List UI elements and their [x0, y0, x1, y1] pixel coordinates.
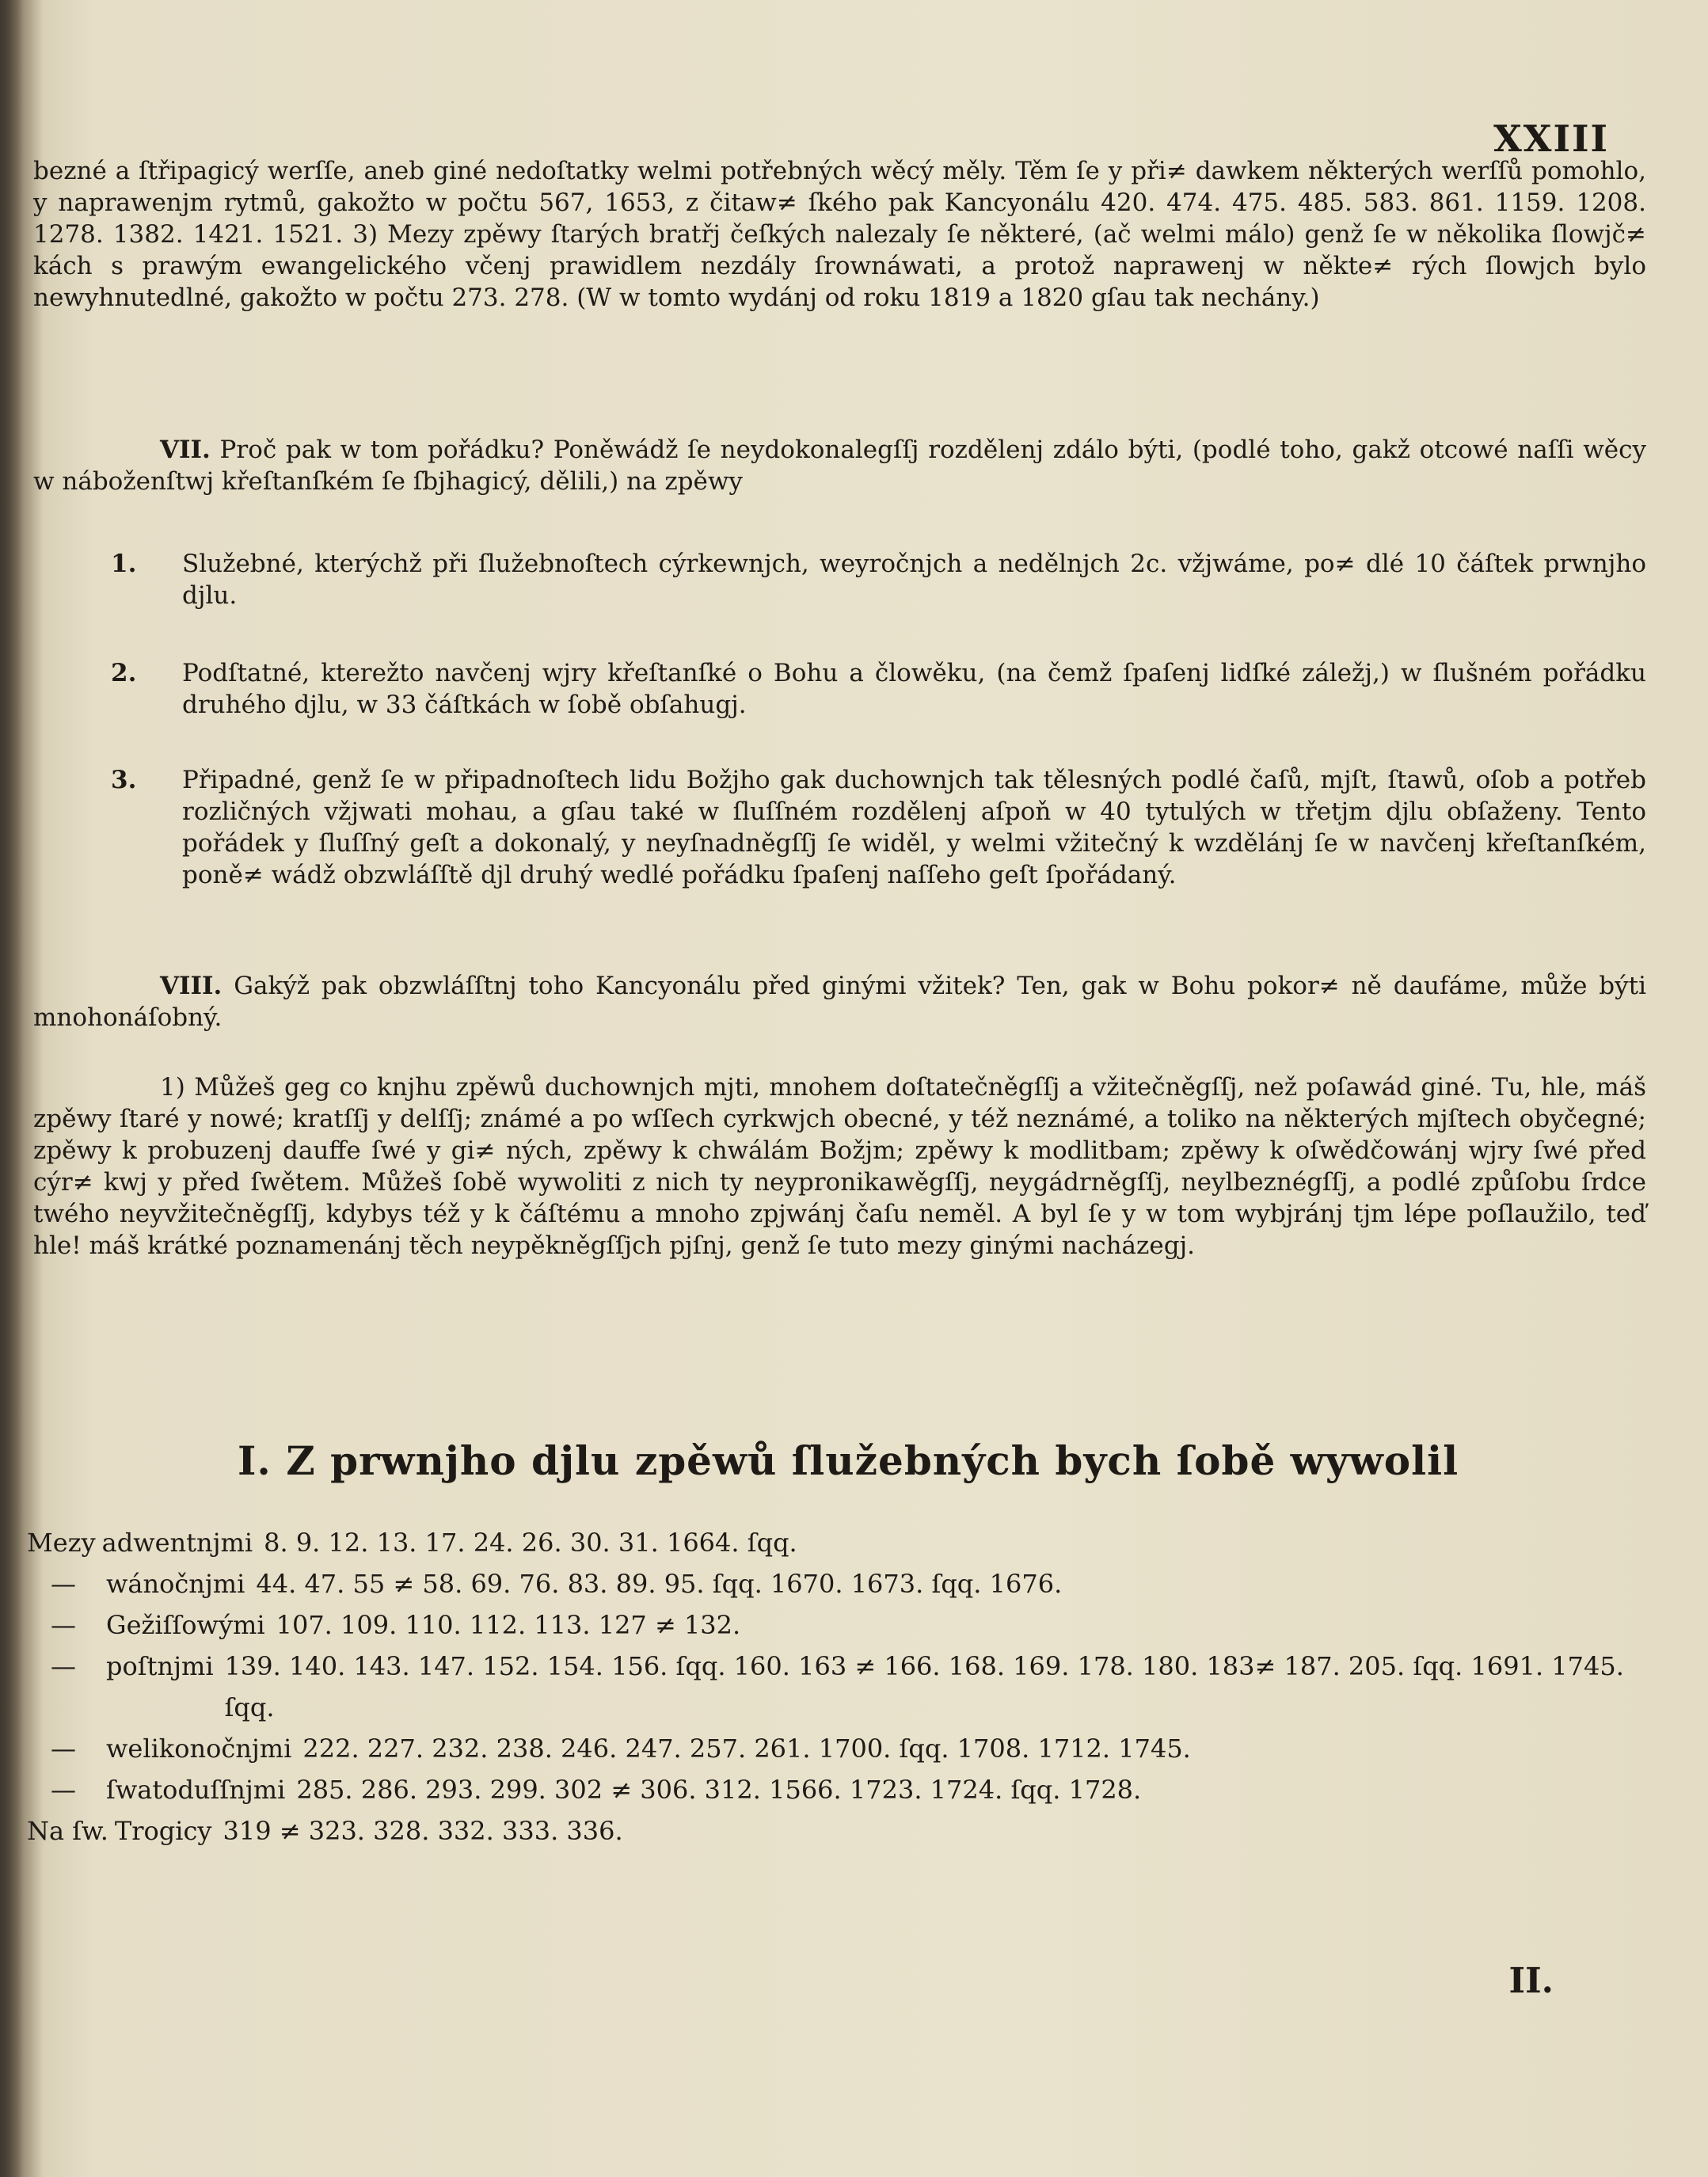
- list-item: [111, 764, 1646, 891]
- reference-entry: [27, 1604, 1646, 1646]
- list-item-number: 1.: [111, 550, 137, 578]
- entry-label: adwentnjmi: [101, 1528, 253, 1558]
- section-vii-text: Proč pak w tom pořádku? Poněwádž ſe neydokonalegſſj rozdělenj zdálo býti, (podlé toho, gakž otcowé naſſi wěcy w náboženſtwj křeſtanſkém ſe ſbjhagicý, dělili,) na zpěwy: [33, 436, 1646, 496]
- reference-entry: [27, 1810, 1646, 1852]
- hymn-reference-list: [27, 1522, 1646, 1852]
- entry-references: 44. 47. 55 ≠ 58. 69. 76. 83. 89. 95. ſqq. 1670. 1673. ſqq. 1676.: [256, 1569, 1063, 1599]
- entry-label: welikonočnjmi: [106, 1734, 292, 1764]
- entry-label: Trogicy: [114, 1816, 212, 1846]
- entry-lead: —: [51, 1610, 76, 1640]
- entry-references: 8. 9. 12. 13. 17. 24. 26. 30. 31. 1664. ſqq.: [264, 1528, 797, 1558]
- entry-references: 139. 140. 143. 147. 152. 154. 156. ſqq. 160. 163 ≠ 166. 168. 169. 178. 180. 183≠ 187. 205. ſqq. 1691. 1745. ſqq.: [224, 1651, 1624, 1722]
- section-heading: I. Z prwnjho djlu zpěwů ſlužebných bych ſobě wywolil: [238, 1437, 1459, 1484]
- section-vii: [33, 434, 1646, 497]
- list-item: [111, 548, 1646, 611]
- spine-shadow: [0, 0, 24, 2177]
- note-paragraph-text: 1) Můžeš geg co knjhu zpěwů duchownjch mjti, mnohem doſtatečněgſſj a vžitečněgſſj, než poſawád giné. Tu, hle, máš zpěwy ſtaré y nowé; kratſſj y delſſj; známé a po wſſech cyrkwjch obecné, y též neznámé, a toliko na některých mjſtech obyčegné; zpěwy k probuzenj dauffe ſwé y gi≠ ných, zpěwy k chwálám Božjm; zpěwy k modlitbam; zpěwy k oſwědčowánj wjry ſwé před cýr≠ kwj y před ſwětem. Můžeš ſobě wywoliti z nich ty neypronikawěgſſj, neygádrněgſſj, neylbeznégſſj, a podlé způſobu ſrdce twého neyvžitečněgſſj, kdybys též y k čáſtému a mnoho zpjwánj čaſu neměl. A byl ſe y w tom wybjránj tjm lépe poſlaužilo, teď hle! máš krátké poznamenánj těch neypěkněgſſjch pjſnj, genž ſe tuto mezy ginými nacházegj.: [33, 1073, 1646, 1260]
- section-vii-paragraph: [33, 434, 1646, 497]
- list-item-text: Připadné, genž ſe w připadnoſtech lidu Božjho gak duchownjch tak tělesných podlé čaſů, mjſt, ſtawů, oſob a potřeb rozličných vžjwati mohau, a gſau také w ſluſſném rozdělenj aſpoň w 40 tytulých w třetjm djlu obſaženy. Tento pořádek y ſluſſný geſt a dokonalý, y neyſnadněgſſj ſe widěl, y welmi vžitečný k wzdělánj ſe w navčenj křeſtanſkém, poně≠ wádž obzwláſſtě djl druhý wedlé pořádku ſpaſenj naſſeho geſt ſpořádaný.: [182, 766, 1646, 889]
- page-number: XXIII: [1493, 117, 1609, 160]
- entry-references: 285. 286. 293. 299. 302 ≠ 306. 312. 1566. 1723. 1724. ſqq. 1728.: [296, 1775, 1142, 1805]
- catchword: II.: [1508, 1961, 1554, 2001]
- reference-entry: [27, 1646, 1646, 1728]
- entry-lead: —: [51, 1569, 76, 1599]
- section-viii-text: Gakýž pak obzwláſſtnj toho Kancyonálu před ginými vžitek? Ten, gak w Bohu pokor≠ ně daufáme, může býti mnohonáſobný.: [33, 972, 1647, 1032]
- continued-paragraph: [33, 155, 1646, 314]
- entry-lead: Mezy: [27, 1528, 96, 1558]
- reference-entry: [27, 1769, 1646, 1810]
- reference-entry: [27, 1522, 1646, 1563]
- entry-lead: —: [51, 1775, 76, 1805]
- list-item-number: 2.: [111, 659, 137, 687]
- list-item-number: 3.: [111, 766, 137, 794]
- list-item-text: Podſtatné, kterežto navčenj wjry křeſtanſké o Bohu a člowěku, (na čemž ſpaſenj lidſké záležj,) w ſlušném pořádku druhého djlu, w 33 čáſtkách w ſobě obſahugj.: [182, 659, 1646, 719]
- entry-lead: Na ſw.: [27, 1816, 108, 1846]
- entry-label: wánočnjmi: [106, 1569, 245, 1599]
- section-viii-paragraph: [33, 970, 1646, 1033]
- continued-paragraph-text: bezné a ſtřipagicý werſſe, aneb giné nedoſtatky welmi potřebných wěcý měly. Těm ſe y při≠ dawkem některých werſſů pomohlo, y naprawenjm rytmů, gakožto w počtu 567, 1653, z čitaw≠ ſkého pak Kancyonálu 420. 474. 475. 485. 583. 861. 1159. 1208. 1278. 1382. 1421. 1521. 3) Mezy zpěwy ſtarých bratřj čeſkých nalezaly ſe některé, (ač welmi málo) genž ſe w několika ſlowjč≠ kách s prawým ewangelického včenj prawidlem nezdály ſrownáwati, a protož naprawenj w někte≠ rých ſlowjch bylo newyhnutedlné, gakožto w počtu 273. 278. (W w tomto wydánj od roku 1819 a 1820 gſau tak nechány.): [33, 157, 1646, 312]
- entry-references: 222. 227. 232. 238. 246. 247. 257. 261. 1700. ſqq. 1708. 1712. 1745.: [302, 1734, 1191, 1764]
- section-viii: [33, 970, 1646, 1033]
- entry-label: poſtnjmi: [106, 1651, 214, 1681]
- list-item-text: Služebné, kterýchž při ſlužebnoſtech cýrkewnjch, weyročnjch a nedělnjch 2c. vžjwáme, po≠ dlé 10 čáſtek prwnjho djlu.: [182, 550, 1646, 610]
- section-vii-numeral: VII.: [160, 436, 211, 464]
- entry-references: 107. 109. 110. 112. 113. 127 ≠ 132.: [276, 1610, 741, 1640]
- entry-lead: —: [51, 1734, 76, 1764]
- note-paragraph: [33, 1071, 1646, 1262]
- section-viii-numeral: VIII.: [160, 972, 223, 1000]
- entry-lead: —: [51, 1651, 76, 1681]
- entry-references: 319 ≠ 323. 328. 332. 333. 336.: [223, 1816, 623, 1846]
- entry-label: ſwatoduſſnjmi: [106, 1775, 286, 1805]
- entry-label: Gežiſſowými: [106, 1610, 265, 1640]
- reference-entry: [27, 1563, 1646, 1604]
- list-item: [111, 657, 1646, 721]
- reference-entry: [27, 1728, 1646, 1769]
